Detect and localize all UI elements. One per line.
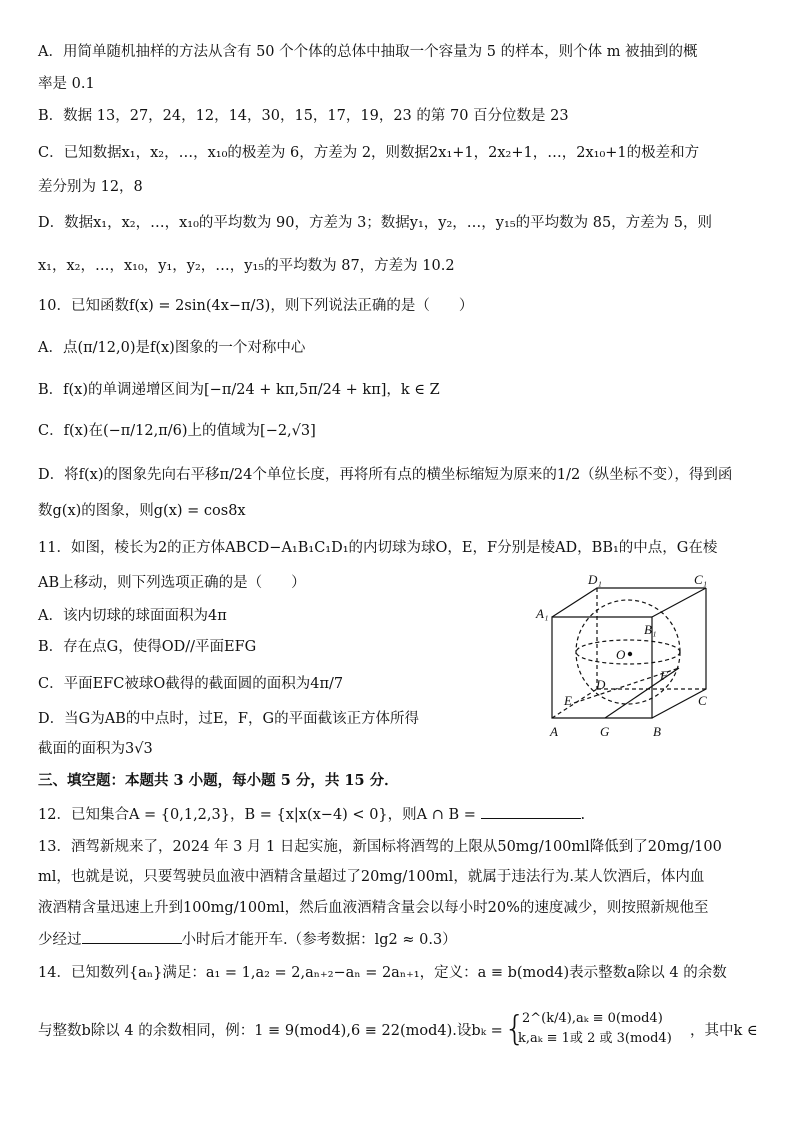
q13-line3: 液酒精含量迅速上升到100mg/100ml，然后血液酒精含量会以每小时20%的速度减少，则按照新规他至 bbox=[38, 900, 709, 916]
q9-option-c-line1: C．已知数据x₁，x₂，…，x₁₀的极差为 6，方差为 2，则数据2x₁+1，2x₂+1，…，2x₁₀+1的极差和方 bbox=[38, 145, 700, 161]
q11-option-c: C．平面EFC被球O截得的截面圆的面积为4π/7 bbox=[38, 676, 344, 692]
q9-option-b: B．数据 13，27，24，12，14，30，15，17，19，23 的第 70 百分位数是 23 bbox=[38, 108, 569, 124]
label-d: D bbox=[596, 677, 606, 692]
label-g: G bbox=[600, 724, 610, 739]
hidden-edge-a-d bbox=[552, 689, 597, 718]
label-o: O bbox=[616, 647, 626, 662]
q11-stem-line1: 11．如图，棱长为2的正方体ABCD−A₁B₁C₁D₁的内切球为球O，E，F分别是棱AD，BB₁的中点，G在棱 bbox=[38, 540, 718, 556]
q12-text: 12．已知集合A = {0,1,2,3}，B = {x|x(x−4) < 0}，则A ∩ B = bbox=[38, 807, 476, 823]
q13-text-before-blank: 少经过 bbox=[38, 932, 82, 948]
label-a: A bbox=[550, 724, 558, 739]
q12-stem bbox=[38, 804, 758, 825]
cube-with-inscribed-sphere-figure bbox=[530, 572, 726, 744]
q13-line1: 13．酒驾新规来了，2024 年 3 月 1 日起实施，新国标将酒驾的上限从50mg/100ml降低到了20mg/100 bbox=[38, 839, 722, 855]
label-e: E bbox=[564, 693, 572, 708]
q9-option-d-line1: D．数据x₁，x₂，…，x₁₀的平均数为 90，方差为 3；数据y₁，y₂，…，y₁₅的平均数为 85，方差为 5，则 bbox=[38, 215, 713, 231]
q14-text-after-piecewise: ，其中k ∈ bbox=[690, 1023, 758, 1039]
q11-option-b: B．存在点G，使得OD//平面EFG bbox=[38, 639, 257, 655]
q14-text-before-piecewise: 与整数b除以 4 的余数相同，例：1 ≡ 9(mod4),6 ≡ 22(mod4).设bₖ = bbox=[38, 1023, 503, 1039]
label-f: F bbox=[660, 668, 668, 683]
q11-option-d-line1: D．当G为AB的中点时，过E，F，G的平面截该正方体所得 bbox=[38, 711, 420, 727]
q9-option-a-line1: A．用简单随机抽样的方法从含有 50 个个体的总体中抽取一个容量为 5 的样本，则个体 m 被抽到的概 bbox=[38, 44, 698, 60]
label-c1: C₁ bbox=[694, 572, 708, 587]
q14-piecewise-case1: 2^(k/4),aₖ ≡ 0(mod4) bbox=[522, 1011, 663, 1026]
q11-stem-line2: AB上移动，则下列选项正确的是（ ） bbox=[38, 575, 306, 591]
q13-answer-blank[interactable] bbox=[82, 929, 182, 944]
q13-line4 bbox=[38, 929, 758, 950]
q9-option-c-line2: 差分别为 12，8 bbox=[38, 179, 143, 195]
q10-option-c: C．f(x)在(−π/12,π/6)上的值域为[−2,√3] bbox=[38, 423, 316, 439]
label-d1: D₁ bbox=[588, 572, 602, 587]
q11-option-d-line2: 截面的面积为3√3 bbox=[38, 741, 153, 757]
sphere-equator bbox=[576, 640, 680, 664]
label-c: C bbox=[698, 693, 707, 708]
q10-stem: 10．已知函数f(x) = 2sin(4x−π/3)，则下列说法正确的是（ ） bbox=[38, 298, 474, 314]
q12-period: . bbox=[580, 807, 586, 823]
q14-line1: 14．已知数列{aₙ}满足：a₁ = 1,a₂ = 2,aₙ₊₂−aₙ = 2aₙ₊₁，定义：a ≡ b(mod4)表示整数a除以 4 的余数 bbox=[38, 965, 727, 981]
q10-option-d-line1: D．将f(x)的图象先向右平移π/24个单位长度，再将所有点的横坐标缩短为原来的1/2（纵坐标不变），得到函 bbox=[38, 467, 733, 483]
q14-piecewise-case2: k,aₖ ≡ 1或 2 或 3(mod4) bbox=[518, 1031, 672, 1046]
q13-text-after-blank: 小时后才能开车.（参考数据：lg2 ≈ 0.3） bbox=[181, 932, 457, 948]
q10-option-a: A．点(π/12,0)是f(x)图象的一个对称中心 bbox=[38, 340, 306, 356]
q10-option-d-line2: 数g(x)的图象，则g(x) = cos8x bbox=[38, 503, 246, 519]
q11-option-a: A．该内切球的球面面积为4π bbox=[38, 608, 227, 624]
q10-option-b: B．f(x)的单调递增区间为[−π/24 + kπ,5π/24 + kπ]，k ∈ Z bbox=[38, 382, 440, 398]
q9-option-a-line2: 率是 0.1 bbox=[38, 76, 95, 92]
sphere-center-point bbox=[628, 652, 632, 656]
piecewise-brace: { bbox=[504, 1009, 526, 1049]
cube-top-face-edges bbox=[552, 588, 706, 617]
label-a1: A₁ bbox=[536, 606, 549, 621]
label-b: B bbox=[653, 724, 661, 739]
label-b1: B₁ bbox=[644, 622, 657, 637]
q14-line2 bbox=[38, 1009, 758, 1063]
q9-option-d-line2: x₁，x₂，…，x₁₀，y₁，y₂，…，y₁₅的平均数为 87，方差为 10.2 bbox=[38, 258, 455, 274]
q13-line2: ml，也就是说，只要驾驶员血液中酒精含量超过了20mg/100ml，就属于违法行为.某人饮酒后，体内血 bbox=[38, 869, 705, 885]
q12-answer-blank[interactable] bbox=[481, 804, 581, 819]
section-heading-fill-in: 三、填空题：本题共 3 小题，每小题 5 分，共 15 分． bbox=[38, 772, 399, 789]
